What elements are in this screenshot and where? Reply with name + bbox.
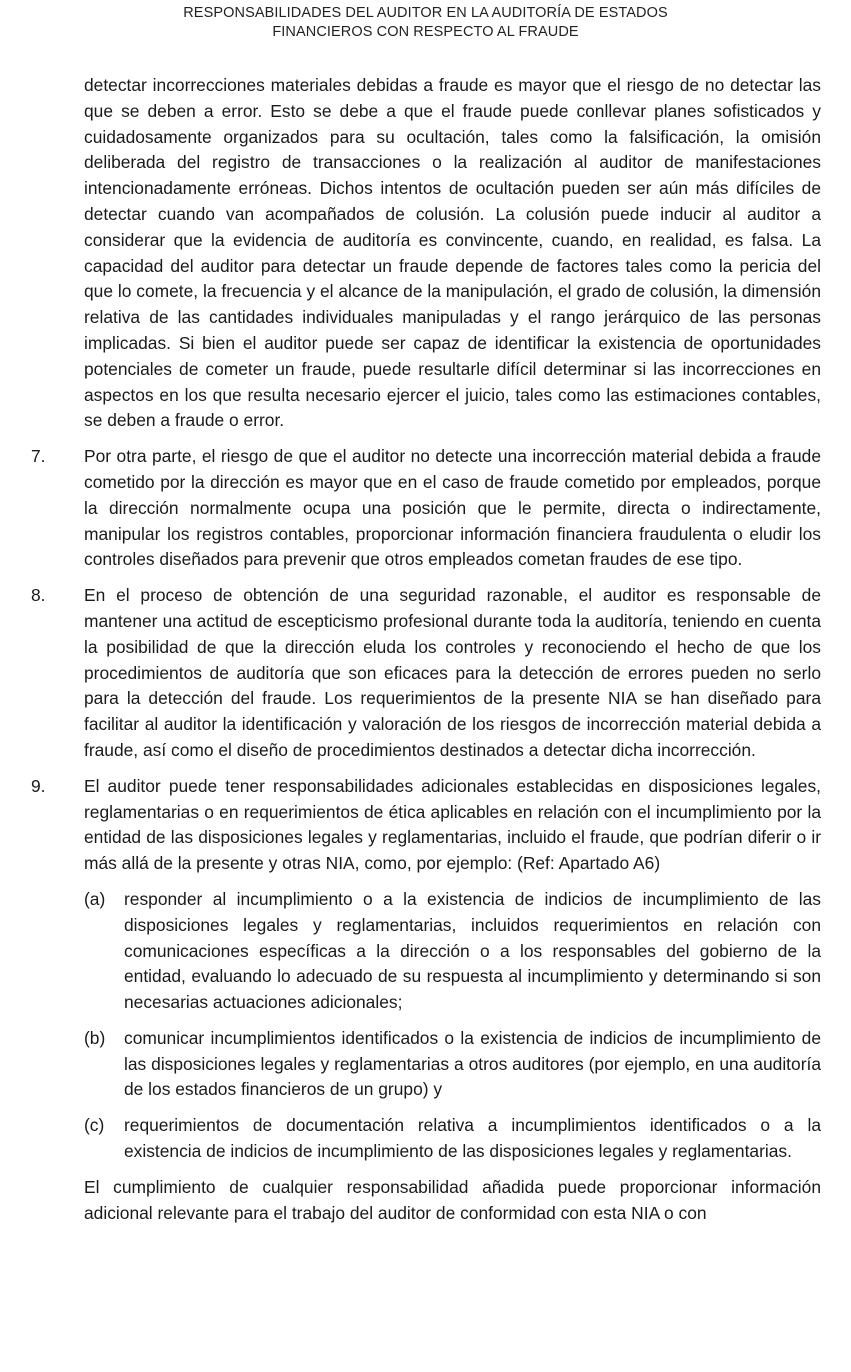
sub-item-letter: (c) xyxy=(84,1115,105,1136)
running-header xyxy=(0,4,851,42)
header-line-1: RESPONSABILIDADES DEL AUDITOR EN LA AUDITORÍA DE ESTADOS xyxy=(183,5,668,21)
paragraph-9 xyxy=(31,774,821,1165)
sub-item-a xyxy=(84,887,821,1016)
paragraph-text: El auditor puede tener responsabilidades adicionales establecidas en disposiciones legales, reglamentarias o en requerimientos de ética aplicables en relación con el incumplimiento por la entidad de las disposiciones legales y reglamentarias, incluido el fraude, que podrían diferir o ir más allá de la presente y otras NIA, como, por ejemplo: (Ref: Apartado A6) xyxy=(84,775,821,874)
sub-item-c xyxy=(84,1113,821,1165)
sub-item-text: requerimientos de documentación relativa a incumplimientos identificados o a la existencia de indicios de incumplimiento de las disposiciones legales y reglamentarias. xyxy=(124,1115,821,1162)
header-line-2: FINANCIEROS CON RESPECTO AL FRAUDE xyxy=(272,24,579,40)
sub-item-text: comunicar incumplimientos identificados o la existencia de indicios de incumplimiento de las disposiciones legales y reglamentarias a otros auditores (por ejemplo, en una auditoría de los estados financieros de un grupo) y xyxy=(124,1027,821,1100)
paragraph-7 xyxy=(31,444,821,573)
continuation-paragraph: detectar incorrecciones materiales debidas a fraude es mayor que el riesgo de no detectar las que se deben a error. Esto se debe a que el fraude puede conllevar planes sofisticados y cuidadosamente organizados para su ocultación, tales como la falsificación, la omisión deliberada del registro de transacciones o la realización al auditor de manifestaciones intencionadamente erróneas. Dichos intentos de ocultación pueden ser aún más difíciles de detectar cuando van acompañados de colusión. La colusión puede inducir al auditor a considerar que la evidencia de auditoría es convincente, cuando, en realidad, es falsa. La capacidad del auditor para detectar un fraude depende de factores tales como la pericia del que lo comete, la frecuencia y el alcance de la manipulación, el grado de colusión, la dimensión relativa de las cantidades individuales manipuladas y el rango jerárquico de las personas implicadas. Si bien el auditor puede ser capaz de identificar la existencia de oportunidades potenciales de cometer un fraude, puede resultarle difícil determinar si las incorrecciones en aspectos en los que resulta necesario ejercer el juicio, tales como las estimaciones contables, se deben a fraude o error. xyxy=(84,75,821,431)
paragraph-number: 7. xyxy=(31,446,46,467)
paragraph-8 xyxy=(31,583,821,764)
paragraph-number: 8. xyxy=(31,585,46,606)
closing-paragraph: El cumplimiento de cualquier responsabilidad añadida puede proporcionar información adicional relevante para el trabajo del auditor de conformidad con esta NIA o con xyxy=(84,1176,821,1223)
paragraph-text: En el proceso de obtención de una seguridad razonable, el auditor es responsable de mantener una actitud de escepticismo profesional durante toda la auditoría, teniendo en cuenta la posibilidad de que la dirección eluda los controles y reconociendo el hecho de que los procedimientos de auditoría que son eficaces para la detección de errores pueden no serlo para la detección del fraude. Los requerimientos de la presente NIA se han diseñado para facilitar al auditor la identificación y valoración de los riesgos de incorrección material debida a fraude, así como el diseño de procedimientos destinados a detectar dicha incorrección. xyxy=(84,585,821,760)
sub-item-b xyxy=(84,1026,821,1103)
sub-item-letter: (a) xyxy=(84,888,106,909)
sub-item-letter: (b) xyxy=(84,1027,106,1048)
paragraph-number: 9. xyxy=(31,775,46,796)
paragraph-text: Por otra parte, el riesgo de que el auditor no detecte una incorrección material debida a fraude cometido por la dirección es mayor que en el caso de fraude cometido por empleados, porque la dirección normalmente ocupa una posición que le permite, directa o indirectamente, manipular los registros contables, proporcionar información financiera fraudulenta o eludir los controles diseñados para prevenir que otros empleados cometan fraudes de ese tipo. xyxy=(84,446,821,570)
sub-item-list xyxy=(84,887,821,1165)
sub-item-text: responder al incumplimiento o a la existencia de indicios de incumplimiento de las disposiciones legales y reglamentarias, incluidos requerimientos en relación con comunicaciones específicas a la dirección o a los responsables del gobierno de la entidad, evaluando lo adecuado de su respuesta al incumplimiento y determinando si son necesarias actuaciones adicionales; xyxy=(124,888,821,1013)
document-body xyxy=(31,73,821,1236)
